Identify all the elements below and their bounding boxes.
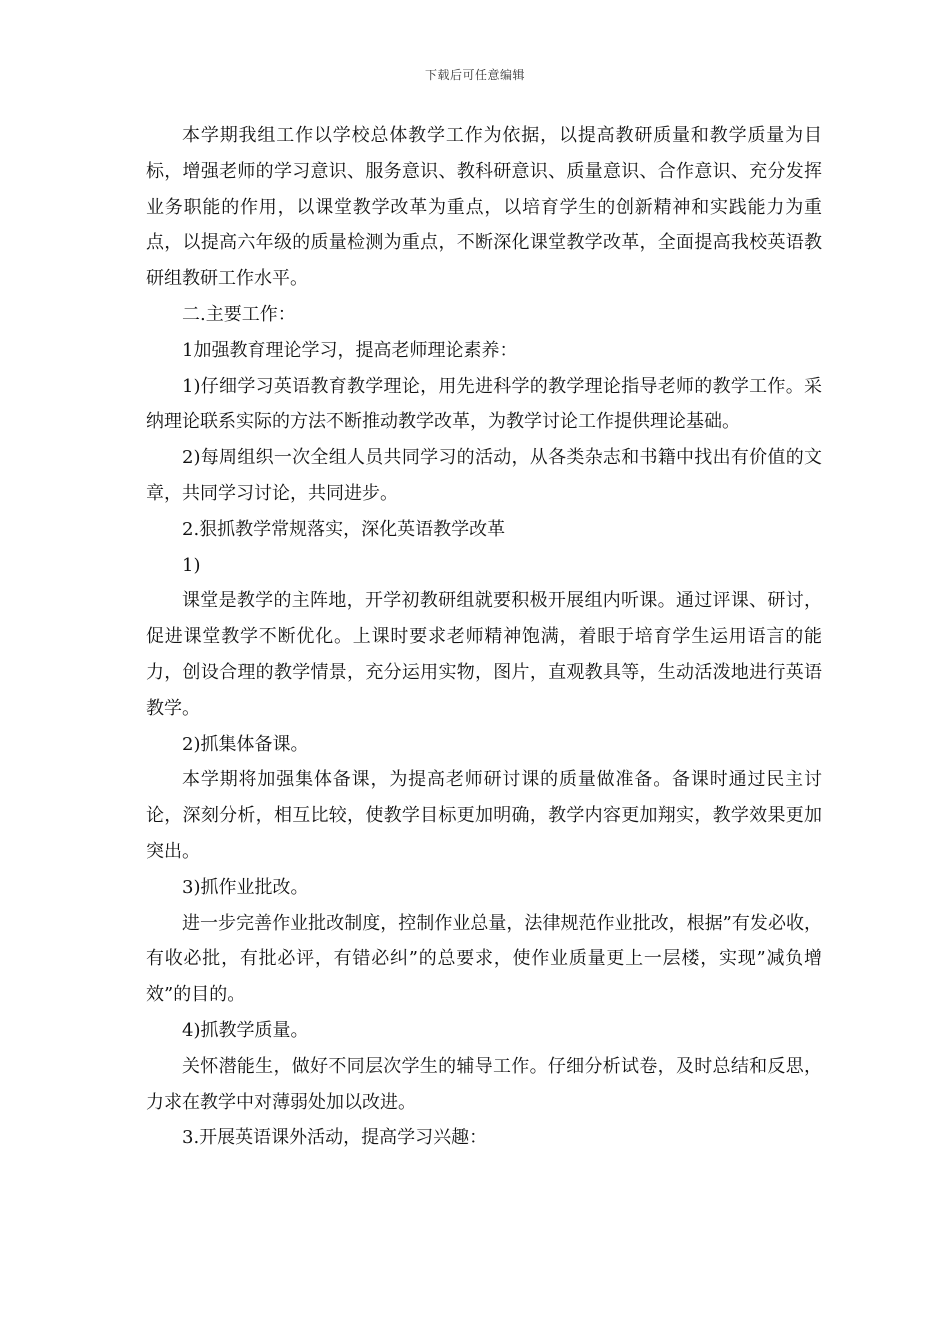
paragraph-theory-1: 1)仔细学习英语教育教学理论，用先进科学的教学理论指导老师的教学工作。采纳理论联系实际的方法不断推动教学改革，为教学讨论工作提供理论基础。: [146, 375, 822, 433]
heading-theory-study: 1加强教育理论学习，提高老师理论素养：: [182, 339, 518, 361]
heading-activities: 3.开展英语课外活动，提高学习兴趣：: [182, 1127, 488, 1149]
heading-teaching-routine: 2.狠抓教学常规落实，深化英语教学改革: [182, 518, 506, 540]
heading-main-work: 二.主要工作：: [182, 303, 296, 325]
paragraph-intro: 本学期我组工作以学校总体教学工作为依据，以提高教研质量和教学质量为目标，增强老师的学习意识、服务意识、教科研意识、质量意识、合作意识、充分发挥业务职能的作用，以课堂教学改革为重点，以培育学生的创新精神和实践能力为重点，以提高六年级的质量检测为重点，不断深化课堂教学改革，全面提高我校英语教研组教研工作水平。: [146, 125, 822, 290]
paragraph-quality: 关怀潜能生，做好不同层次学生的辅导工作。仔细分析试卷，及时总结和反思，力求在教学中对薄弱处加以改进。: [146, 1055, 822, 1113]
heading-collective-prep: 2)抓集体备课。: [182, 733, 309, 755]
paragraph-homework: 进一步完善作业批改制度，控制作业总量，法律规范作业批改，根据”有发必收，有收必批，有批必评，有错必纠”的总要求，使作业质量更上一层楼，实现”减负增效”的目的。: [146, 912, 822, 1006]
heading-homework: 3)抓作业批改。: [182, 876, 309, 898]
paragraph-collective-prep: 本学期将加强集体备课，为提高老师研讨课的质量做准备。备课时通过民主讨论，深刻分析，相互比较，使教学目标更加明确，教学内容更加翔实，教学效果更加突出。: [146, 769, 822, 862]
page-header: 下载后可任意编辑: [424, 68, 525, 82]
item-number-1: 1): [182, 554, 201, 576]
paragraph-classroom: 课堂是教学的主阵地，开学初教研组就要积极开展组内听课。通过评课、研讨，促进课堂教学不断优化。上课时要求老师精神饱满，着眼于培育学生运用语言的能力，创设合理的教学情景，充分运用实物，图片，直观教具等，生动活泼地进行英语教学。: [146, 590, 822, 719]
document-body: [146, 118, 822, 1156]
paragraph-theory-2: 2)每周组织一次全组人员共同学习的活动，从各类杂志和书籍中找出有价值的文章，共同学习讨论，共同进步。: [146, 447, 822, 504]
heading-quality: 4)抓教学质量。: [182, 1019, 309, 1041]
